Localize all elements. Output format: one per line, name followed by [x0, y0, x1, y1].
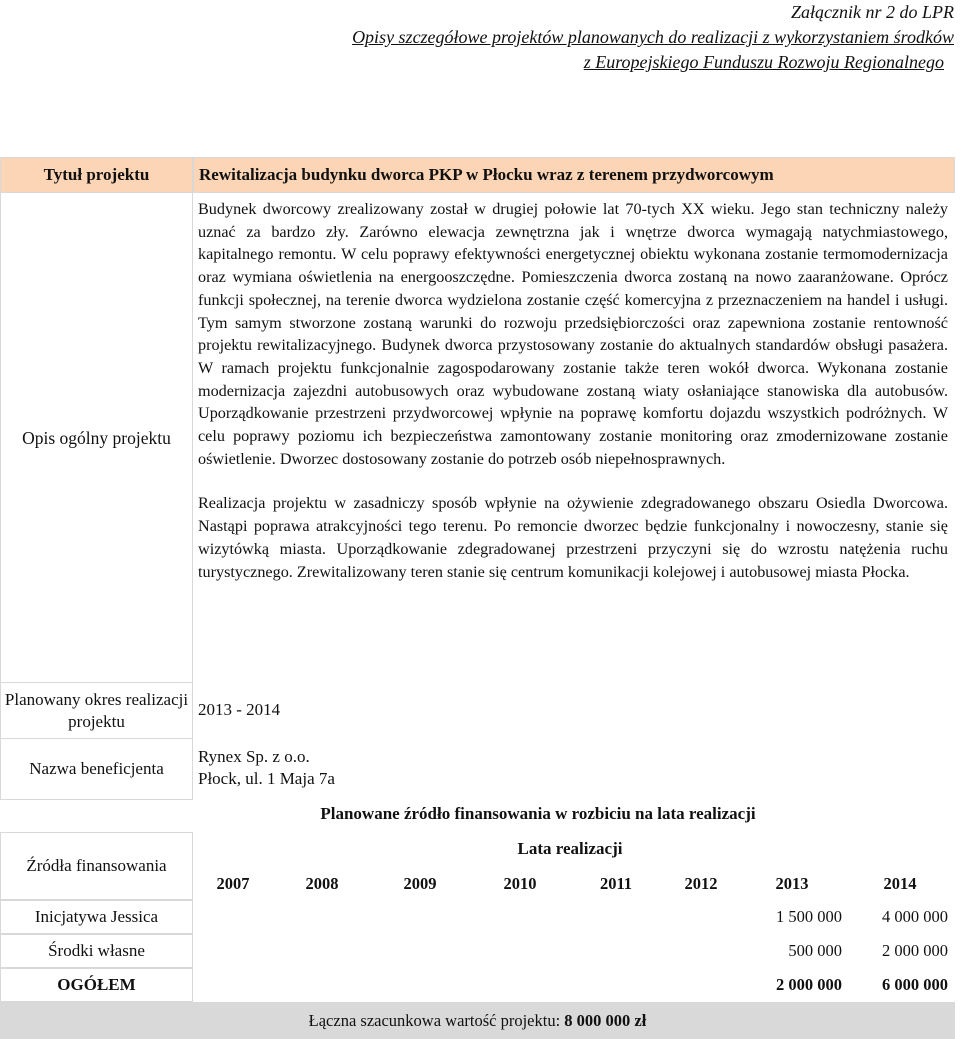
year-2007: 2007	[216, 874, 250, 893]
title-value-cell	[193, 157, 955, 193]
value-2014: 4 000 000	[882, 907, 948, 926]
beneficiary-value	[198, 746, 335, 790]
value-2014: 6 000 000	[882, 975, 948, 994]
year-2008: 2008	[305, 874, 339, 893]
year-2010: 2010	[503, 874, 537, 893]
period-label: Planowany okres realizacji projektu	[4, 689, 189, 731]
project-title: Rewitalizacja budynku dworca PKP w Płocku wraz z terenem przydworcowym	[199, 165, 774, 184]
beneficiary-label-cell	[0, 739, 193, 800]
funding-label: Źródła finansowania	[26, 856, 167, 875]
value-2014: 2 000 000	[882, 941, 948, 960]
year-2014: 2014	[883, 874, 917, 893]
period-value: 2013 - 2014	[198, 700, 281, 719]
year-2011: 2011	[599, 874, 633, 893]
description-text	[198, 198, 948, 583]
period-label-cell	[0, 683, 193, 739]
funding-heading: Planowane źródło finansowania w rozbiciu na lata realizacji	[320, 804, 756, 823]
row-label: Środki własne	[48, 941, 145, 960]
beneficiary-address: Płock, ul. 1 Maja 7a	[198, 769, 335, 788]
description-paragraph-2: Realizacja projektu w zasadniczy sposób wpłynie na ożywienie zdegradowanego obszaru Osiedla Dworcowa. Nastąpi poprawa atrakcyjności tego terenu. Po remoncie dworzec będzie funkcjonalny i nowoczesny, stanie się wizytówką miasta. Uporządkowanie zdegradowanej przestrzeni przyczyni się do wzrostu natężenia ruchu turystycznego. Zrewitalizowany teren stanie się centrum komunikacji kolejowej i autobusowej miasta Płocka.	[198, 494, 948, 581]
beneficiary-name: Rynex Sp. z o.o.	[198, 747, 310, 766]
row-label-cell	[0, 900, 193, 934]
row-label: OGÓŁEM	[57, 975, 136, 994]
years-heading: Lata realizacji	[517, 839, 623, 858]
value-2013: 1 500 000	[776, 907, 842, 926]
funding-label-cell	[0, 832, 193, 900]
row-label-cell	[0, 934, 193, 968]
row-label-cell	[0, 968, 193, 1002]
title-label: Tytuł projektu	[43, 165, 150, 184]
year-2012: 2012	[684, 874, 718, 893]
annex-label: Załącznik nr 2 do LPR	[790, 2, 954, 22]
document-title: Opisy szczegółowe projektów planowanych do realizacji z wykorzystaniem środków	[352, 27, 954, 47]
description-label-cell	[0, 193, 193, 683]
year-2013: 2013	[775, 874, 809, 893]
row-label: Inicjatywa Jessica	[34, 907, 159, 926]
value-2013: 2 000 000	[776, 975, 842, 994]
total-prefix: Łączna szacunkowa wartość projektu:	[308, 1011, 561, 1030]
total-value: 8 000 000 zł	[564, 1011, 647, 1030]
beneficiary-label: Nazwa beneficjenta	[29, 759, 164, 778]
description-label: Opis ogólny projektu	[22, 427, 171, 448]
year-2009: 2009	[403, 874, 437, 893]
description-paragraph-1: Budynek dworcowy zrealizowany został w drugiej połowie lat 70-tych XX wieku. Jego stan techniczny należy uznać za bardzo zły. Zarówno elewacja zewnętrzna jak i wnętrze dworca wymagają natychmiastowego, kapitalnego remontu. W celu poprawy efektywności energetycznej obiektu wykonana zostanie termomodernizacja oraz wymiana oświetlenia na energooszczędne. Pomieszczenia dworca zostaną na nowo zaaranżowane. Oprócz funkcji społecznej, na terenie dworca wydzielona zostanie część komercyjna z przeznaczeniem na handel i usługi. Tym samym stworzone zostaną warunki do rozwoju przedsiębiorczości oraz zapewniona zostanie rentowność projektu rewitalizacyjnego. Budynek dworca przystosowany zostanie do aktualnych standardów obsługi pasażera. W ramach projektu funkcjonalnie zagospodarowany zostanie także teren wokół dworca. Wykonana zostanie modernizacja zajezdni autobusowych oraz wybudowane zostaną wiaty osłaniające stanowiska dla autobusów. Uporządkowanie przestrzeni przydworcowej wpłynie na poprawę komfortu dojazdu wszystkich podróżnych. W celu poprawy poziomu ich bezpieczeństwa zamontowany zostanie monitoring oraz zmodernizowane zostanie oświetlenie. Dworzec dostosowany zostanie do potrzeb osób niepełnosprawnych.	[198, 200, 948, 468]
document-header	[24, 0, 954, 75]
value-2013: 500 000	[788, 941, 842, 960]
document-subtitle: z Europejskiego Funduszu Rozwoju Regionalnego	[583, 52, 944, 72]
title-label-cell	[0, 157, 193, 193]
total-value-bar	[0, 1002, 955, 1039]
